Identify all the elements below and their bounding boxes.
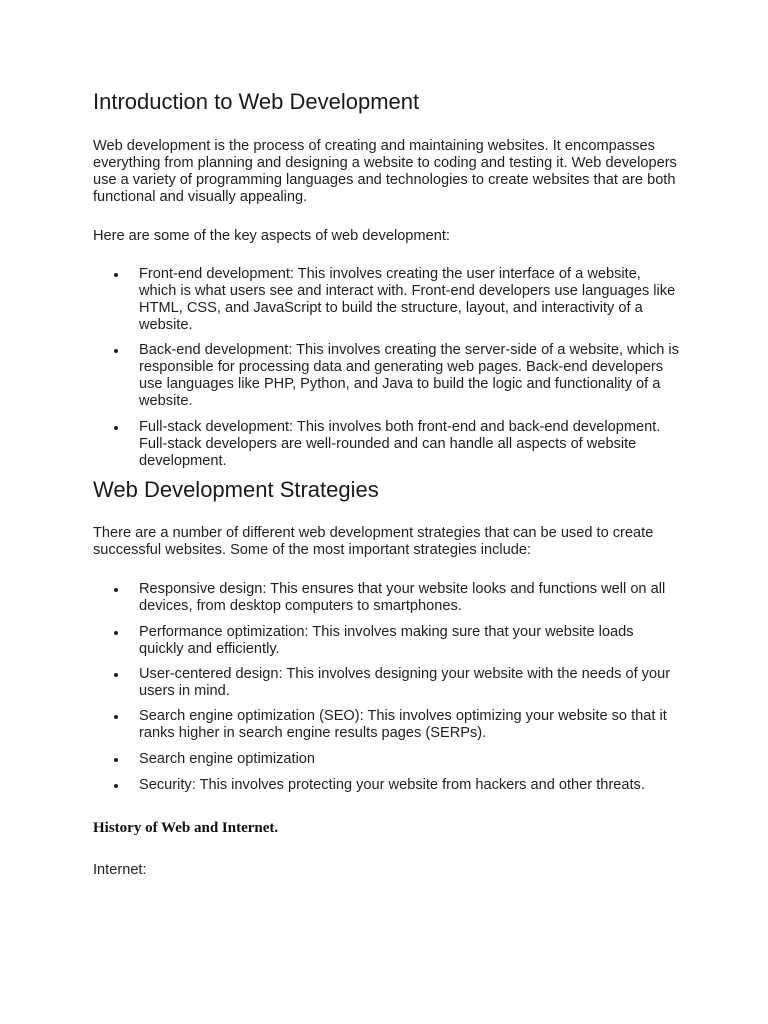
bullet-icon xyxy=(114,758,118,762)
bullet-icon xyxy=(114,426,118,430)
list-item-text: Security: This involves protecting your website from hackers and other threats. xyxy=(139,777,645,793)
list-item-text: Search engine optimization (SEO): This involves optimizing your website so that it ranks higher in search engine results pages (SERPs). xyxy=(139,708,667,741)
heading-history: History of Web and Internet. xyxy=(93,820,279,836)
heading-introduction: Introduction to Web Development xyxy=(93,89,420,114)
bullet-icon xyxy=(114,273,118,277)
paragraph-key-aspects-lead: Here are some of the key aspects of web development: xyxy=(93,228,450,244)
list-item-user-centered-design xyxy=(93,666,693,700)
bullet-icon xyxy=(114,631,118,635)
bullet-icon xyxy=(114,784,118,788)
list-item-text: Full-stack development: This involves both front-end and back-end development. Full-stack developers are well-rounded and can handle all aspects of website development. xyxy=(139,419,661,469)
list-item-text: Front-end development: This involves creating the user interface of a website, which is what users see and interact with. Front-end developers use languages like HTML, CSS, and JavaScript to build the structure, layout, and interactivity of a website. xyxy=(139,266,676,333)
list-item-text: Performance optimization: This involves making sure that your website loads quickly and efficiently. xyxy=(139,624,634,657)
list-item-back-end xyxy=(93,342,693,410)
list-item-search-engine-optimization xyxy=(93,751,693,768)
paragraph-introduction: Web development is the process of creating and maintaining websites. It encompasses everything from planning and designing a website to coding and testing it. Web developers use a variety of programming languages and technologies to create websites that are both functional and visually appealing. xyxy=(93,138,677,205)
list-item-full-stack xyxy=(93,419,693,470)
list-item-text: Back-end development: This involves creating the server-side of a website, which is responsible for processing data and generating web pages. Back-end developers use languages like PHP, Python, and Java to build the logic and functionality of a website. xyxy=(139,342,679,409)
paragraph-strategies-intro: There are a number of different web development strategies that can be used to create successful websites. Some of the most important strategies include: xyxy=(93,525,654,558)
bullet-icon xyxy=(114,673,118,677)
list-item-text: User-centered design: This involves designing your website with the needs of your users in mind. xyxy=(139,666,671,699)
bullet-icon xyxy=(114,715,118,719)
list-item-performance-optimization xyxy=(93,624,693,658)
list-item-text: Responsive design: This ensures that your website looks and functions well on all devices, from desktop computers to smartphones. xyxy=(139,581,666,614)
label-internet: Internet: xyxy=(93,862,147,878)
bullet-icon xyxy=(114,349,118,353)
list-item-front-end xyxy=(93,266,693,334)
list-item-seo xyxy=(93,708,693,742)
heading-strategies: Web Development Strategies xyxy=(93,477,379,502)
list-item-security xyxy=(93,777,693,794)
bullet-icon xyxy=(114,588,118,592)
list-item-text: Search engine optimization xyxy=(139,751,316,767)
list-item-responsive-design xyxy=(93,581,693,615)
